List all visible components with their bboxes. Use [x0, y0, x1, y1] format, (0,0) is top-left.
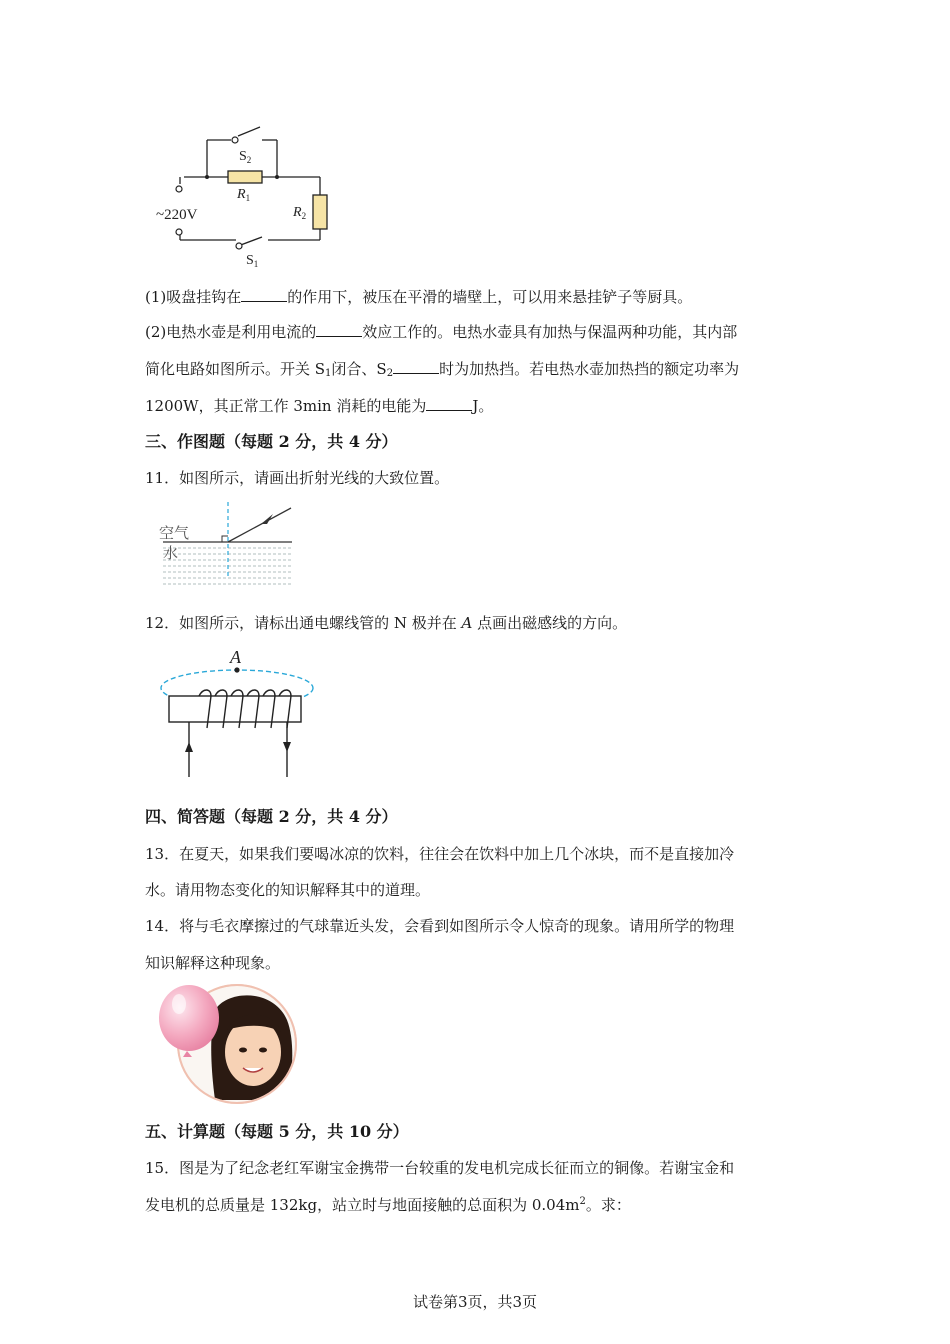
- section-5-heading: 五、计算题（每题 5 分，共 10 分）: [145, 1122, 409, 1141]
- answer-blank: [393, 359, 439, 374]
- q14-line2: 知识解释这种现象。: [145, 954, 281, 972]
- solenoid-diagram: [155, 642, 320, 782]
- q10-part1: (1)吸盘挂钩在 的作用下，被压在平滑的墙壁上，可以用来悬挂铲子等厨具。: [145, 288, 693, 306]
- switch-s1-label: $S_1$: [246, 253, 259, 269]
- q10-part2-line2: 简化电路如图所示。开关 $S_1$闭合、$S_2$ 时为加热挡。若电热水壶加热挡的额定功率为: [145, 360, 740, 379]
- q13-line2: 水。请用物态变化的知识解释其中的道理。: [145, 881, 431, 899]
- answer-blank: [316, 322, 362, 337]
- water-label: 水: [163, 544, 179, 562]
- section-4-heading: 四、简答题（每题 2 分，共 4 分）: [145, 807, 398, 826]
- resistor-r1-label: $R_1$: [237, 187, 251, 203]
- point-a-label: A: [230, 647, 241, 667]
- q10-part2-line3: 1200W，其正常工作 3min 消耗的电能为 J。: [145, 397, 494, 415]
- q10-part2-line1: (2)电热水壶是利用电流的 效应工作的。电热水壶具有加热与保温两种功能，其内部: [145, 323, 738, 341]
- q11-text: 11．如图所示，请画出折射光线的大致位置。: [145, 469, 450, 487]
- circuit-diagram: [150, 120, 340, 275]
- resistor-r2-label: $R_2$: [293, 205, 307, 221]
- source-voltage-label: ~220V: [156, 207, 198, 223]
- q13-line1: 13．在夏天，如果我们要喝冰凉的饮料，往往会在饮料中加上几个冰块，而不是直接加冷: [145, 845, 735, 863]
- q15-line2: 发电机的总质量是 132kg，站立时与地面接触的总面积为 $0.04m^2$。求：: [145, 1196, 631, 1214]
- answer-blank: [241, 287, 287, 302]
- page-footer: 试卷第3页，共3页: [412, 1293, 538, 1311]
- answer-blank: [426, 396, 472, 411]
- q14-line1: 14．将与毛衣摩擦过的气球靠近头发，会看到如图所示令人惊奇的现象。请用所学的物理: [145, 917, 735, 935]
- switch-s2-label: $S_2$: [239, 149, 252, 165]
- q15-line1: 15．图是为了纪念老红军谢宝金携带一台较重的发电机完成长征而立的铜像。若谢宝金和: [145, 1159, 735, 1177]
- balloon-hair-photo: [155, 980, 305, 1110]
- refraction-diagram: [155, 500, 300, 592]
- q12-text: 12．如图所示，请标出通电螺线管的 N 极并在 A 点画出磁感线的方向。: [145, 614, 628, 632]
- air-label: 空气: [159, 524, 190, 542]
- section-3-heading: 三、作图题（每题 2 分，共 4 分）: [145, 432, 398, 451]
